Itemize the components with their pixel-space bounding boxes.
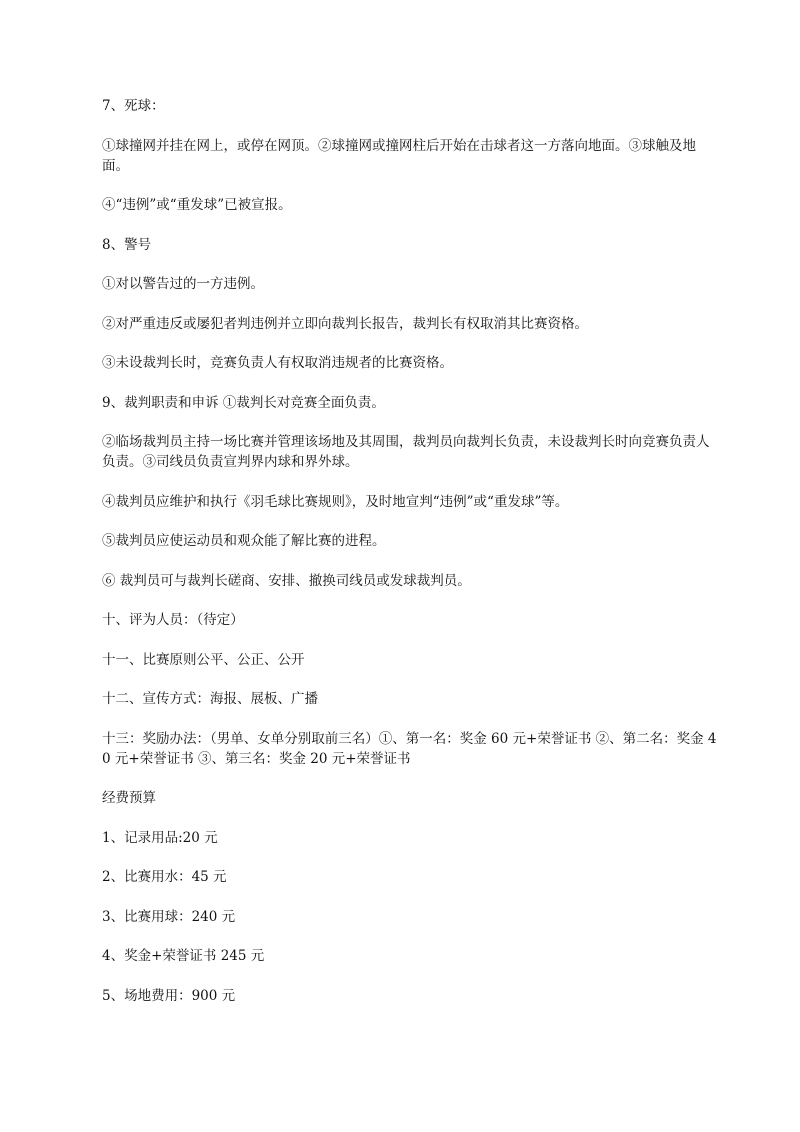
paragraph-dead-ball-announced: ④“违例”或“重发球”已被宣报。 — [102, 197, 292, 213]
section-heading-warning: 8、警号 — [102, 236, 152, 253]
document-body — [102, 96, 722, 1025]
paragraph-referee-duties-2: ②临场裁判员主持一场比赛并管理该场地及其周围，裁判员向裁判长负责，未设裁判长时向竞赛负责人负责。③司线员负责宣判界内球和界外球。 — [102, 434, 710, 470]
budget-item-balls: 3、比赛用球：240 元 — [102, 908, 236, 925]
budget-item-water: 2、比赛用水：45 元 — [102, 869, 227, 885]
budget-item-venue: 5、场地费用：900 元 — [102, 987, 236, 1004]
paragraph-dead-ball-conditions: ①球撞网并挂在网上，或停在网顶。②球撞网或撞网柱后开始在击球者这一方落向地面。③球触及地面。 — [102, 137, 696, 174]
section-heading-dead-ball: 7、死球： — [102, 98, 165, 114]
section-heading-publicity: 十二、宣传方式：海报、展板、广播 — [102, 691, 318, 707]
section-heading-referee-duties: 9、裁判职责和申诉 ①裁判长对竞赛全面负责。 — [102, 394, 385, 411]
paragraph-referee-duties-5: ⑤裁判员应使运动员和观众能了解比赛的进程。 — [102, 533, 386, 549]
budget-item-prizes: 4、奖金+荣誉证书 245 元 — [102, 948, 265, 964]
paragraph-referee-duties-4: ④裁判员应维护和执行《羽毛球比赛规则》，及时地宣判“违例”或“重发球”等。 — [102, 493, 569, 510]
section-heading-rewards: 十三：奖励办法：（男单、女单分别取前三名）①、第一名：奖金 60 元+荣誉证书 ②、第二名：奖金 40 元+荣誉证书 ③、第三名：奖金 20 元+荣誉证书 — [102, 730, 717, 767]
budget-item-recording: 1、记录用品:20 元 — [102, 829, 218, 846]
paragraph-warning-1: ①对以警告过的一方违例。 — [102, 276, 264, 292]
paragraph-warning-3: ③未设裁判长时，竞赛负责人有权取消违规者的比赛资格。 — [102, 355, 453, 371]
section-heading-judges: 十、评为人员：（待定） — [102, 612, 244, 628]
section-heading-budget: 经费预算 — [102, 790, 156, 806]
section-heading-principles: 十一、比赛原则公平、公正、公开 — [102, 651, 305, 668]
paragraph-warning-2: ②对严重违反或屡犯者判违例并立即向裁判长报告，裁判长有权取消其比赛资格。 — [102, 315, 588, 332]
paragraph-referee-duties-6: ⑥ 裁判员可与裁判长磋商、安排、撤换司线员或发球裁判员。 — [102, 572, 471, 589]
